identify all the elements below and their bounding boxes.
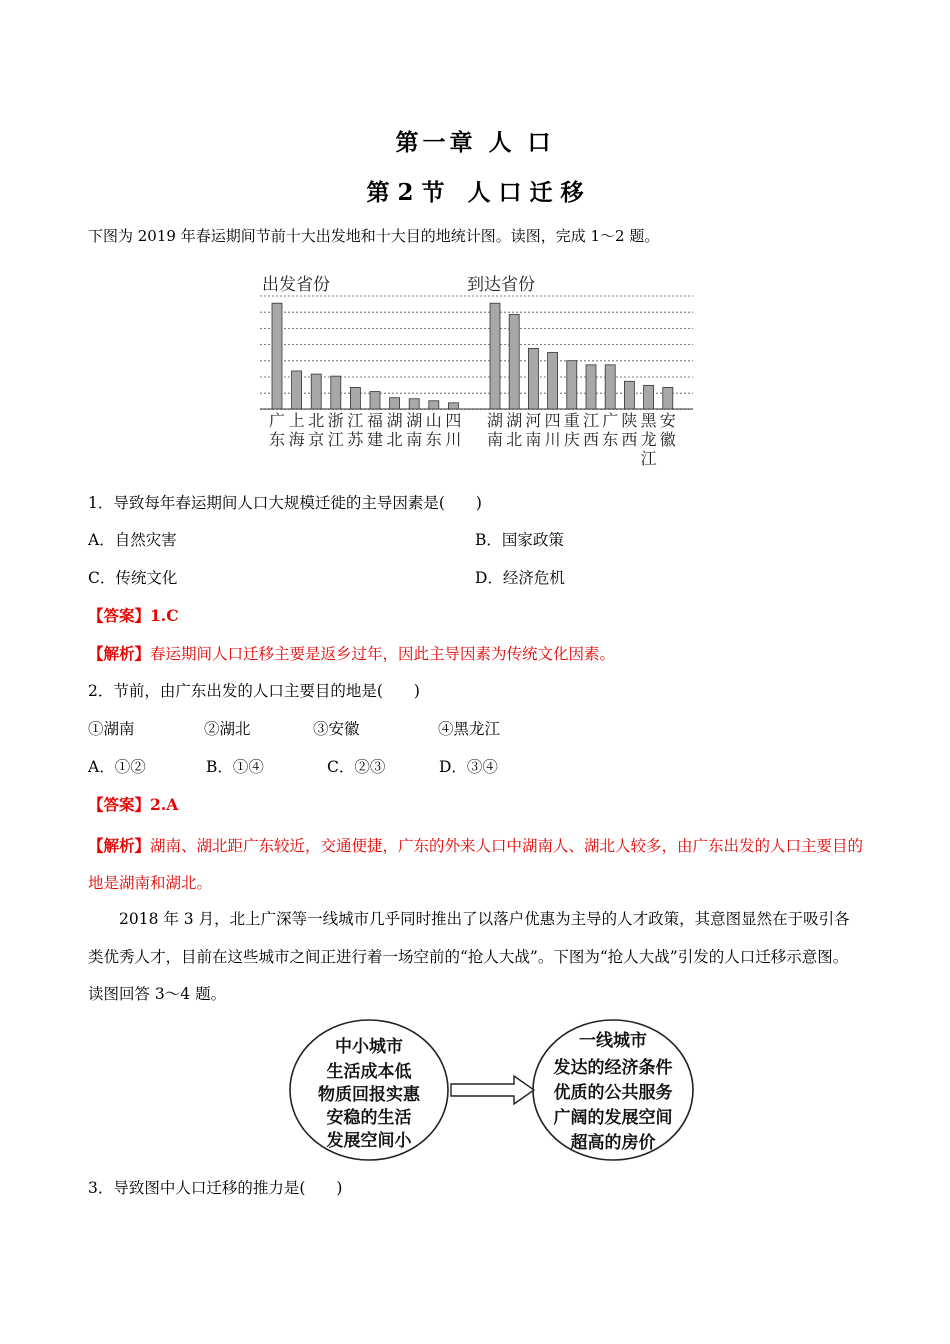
chapter-title: 第一章 人 口 xyxy=(395,129,555,156)
tick-label-departure-7: 湖 xyxy=(406,411,423,430)
bar-arrival-2 xyxy=(528,348,538,409)
bar-departure-9 xyxy=(448,403,458,409)
q2-option-c: C．②③ xyxy=(327,758,386,776)
intro-paragraph-2: 2018 年 3 月，北上广深等一线城市几乎同时推出了以落户优惠为主导的人才政策，其意图显然在于吸引各类优秀人才，目前在这些城市之间正进行着一场空前的“抢人大战”。下图为“抢人大战”引发的人口迁移示意图。读图回答 3～4 题。 xyxy=(88,910,850,1003)
first-tier-line-3: 广阔的发展空间 xyxy=(553,1108,673,1128)
analysis-text: 湖南、湖北距广东较近，交通便捷，广东的外来人口中湖南人、湖北人较多，由广东出发的人口主要目的地是湖南和湖北。 xyxy=(88,837,864,892)
bar-departure-7 xyxy=(409,399,419,409)
tick-label-arrival-7: 西 xyxy=(621,430,638,449)
small-city-line-1: 生活成本低 xyxy=(326,1062,412,1082)
tick-label-departure-4: 江 xyxy=(347,411,364,430)
bar-departure-4 xyxy=(350,387,360,409)
tick-label-arrival-2: 南 xyxy=(525,430,542,449)
q2-option-b: B．①④ xyxy=(206,758,264,776)
tick-label-departure-3: 江 xyxy=(327,430,344,449)
tick-label-arrival-3: 四 xyxy=(544,411,561,430)
first-tier-line-4: 超高的房价 xyxy=(570,1133,656,1153)
q1-stem: 1．导致每年春运期间人口大规模迁徙的主导因素是( ) xyxy=(88,494,482,512)
bar-departure-3 xyxy=(331,376,341,409)
bar-departure-5 xyxy=(370,392,380,409)
tick-label-departure-0: 广 xyxy=(268,411,286,430)
migration-diagram xyxy=(286,1018,696,1168)
tick-label-arrival-7: 陕 xyxy=(621,411,638,430)
q1-option-d: D．经济危机 xyxy=(475,569,565,587)
bar-arrival-9 xyxy=(663,387,673,409)
bar-arrival-1 xyxy=(509,314,519,409)
answer-tag: 【答案】 xyxy=(88,795,151,814)
tick-label-arrival-9: 安 xyxy=(659,411,676,430)
tick-label-arrival-3: 川 xyxy=(544,430,561,449)
answer-tag: 【答案】 xyxy=(88,606,151,625)
tick-label-departure-7: 南 xyxy=(406,430,423,449)
chart-title-arrival: 到达省份 xyxy=(467,275,535,295)
bar-arrival-3 xyxy=(548,353,558,410)
tick-label-departure-9: 川 xyxy=(445,430,462,449)
bar-departure-8 xyxy=(429,401,439,409)
small-city-line-4: 发展空间小 xyxy=(326,1131,412,1151)
analysis-text: 春运期间人口迁移主要是返乡过年，因此主导因素为传统文化因素。 xyxy=(150,645,616,663)
tick-label-departure-8: 山 xyxy=(425,411,442,430)
q1-analysis xyxy=(88,644,615,664)
q2-option-d: D．③④ xyxy=(439,758,498,776)
intro-paragraph-1: 下图为 2019 年春运期间节前十大出发地和十大目的地统计图。读图，完成 1～2 题。 xyxy=(88,227,660,245)
bar-arrival-5 xyxy=(586,365,596,409)
q1-answer xyxy=(88,606,179,626)
tick-label-arrival-4: 重 xyxy=(563,411,580,430)
first-tier-line-1: 发达的经济条件 xyxy=(553,1058,673,1078)
tick-label-arrival-9: 徽 xyxy=(659,430,676,449)
first-tier-title: 一线城市 xyxy=(579,1031,647,1051)
q2-option-a: A．①② xyxy=(88,758,146,776)
q1-option-c: C．传统文化 xyxy=(88,569,178,587)
bar-departure-1 xyxy=(292,371,302,409)
tick-label-arrival-6: 东 xyxy=(602,430,619,449)
bar-arrival-8 xyxy=(644,385,654,409)
tick-label-departure-6: 湖 xyxy=(386,411,403,430)
spring-festival-bar-chart xyxy=(250,268,700,468)
bar-departure-0 xyxy=(272,303,282,409)
chart-title-departure: 出发省份 xyxy=(262,275,330,295)
tick-label-arrival-8: 龙 xyxy=(640,430,657,449)
migration-arrow-icon xyxy=(451,1076,534,1104)
q2-analysis xyxy=(88,827,868,902)
q2-stem: 2．节前，由广东出发的人口主要目的地是( ) xyxy=(88,682,420,700)
q2-item-1: ①湖南 xyxy=(88,720,135,738)
answer-value: 2.A xyxy=(150,795,179,814)
q2-answer xyxy=(88,795,178,815)
tick-label-arrival-0: 南 xyxy=(486,430,504,449)
bar-arrival-6 xyxy=(605,365,615,409)
bar-arrival-0 xyxy=(490,303,500,409)
q2-item-2: ②湖北 xyxy=(204,720,251,738)
tick-label-arrival-0: 湖 xyxy=(486,411,504,430)
tick-label-arrival-8: 黑 xyxy=(640,411,657,430)
tick-label-arrival-8: 江 xyxy=(640,449,657,468)
bar-departure-6 xyxy=(390,398,400,409)
small-city-line-3: 安稳的生活 xyxy=(326,1108,412,1128)
tick-label-departure-4: 苏 xyxy=(347,430,364,449)
tick-label-departure-2: 京 xyxy=(308,430,325,449)
tick-label-arrival-4: 庆 xyxy=(563,430,580,449)
analysis-tag: 【解析】 xyxy=(88,836,151,855)
q2-item-3: ③安徽 xyxy=(313,720,360,738)
tick-label-arrival-5: 西 xyxy=(582,430,600,449)
tick-label-departure-8: 东 xyxy=(425,430,442,449)
tick-label-departure-9: 四 xyxy=(445,411,462,430)
tick-label-departure-0: 东 xyxy=(268,430,286,449)
tick-label-arrival-1: 北 xyxy=(506,430,523,449)
small-city-title: 中小城市 xyxy=(335,1037,403,1057)
tick-label-departure-3: 浙 xyxy=(327,411,344,430)
tick-label-departure-1: 海 xyxy=(288,430,305,449)
section-title: 第 2 节 人 口 迁 移 xyxy=(366,179,584,206)
q3-stem: 3．导致图中人口迁移的推力是( ) xyxy=(88,1179,343,1197)
bar-arrival-4 xyxy=(567,361,577,409)
answer-value: 1.C xyxy=(150,606,179,625)
analysis-tag: 【解析】 xyxy=(88,644,151,663)
bar-arrival-7 xyxy=(624,381,634,409)
bar-departure-2 xyxy=(311,374,321,409)
tick-label-arrival-1: 湖 xyxy=(506,411,523,430)
tick-label-departure-5: 福 xyxy=(366,411,384,430)
small-city-line-2: 物质回报实惠 xyxy=(318,1085,420,1105)
tick-label-arrival-2: 河 xyxy=(525,411,542,430)
tick-label-departure-6: 北 xyxy=(386,430,403,449)
first-tier-line-2: 优质的公共服务 xyxy=(553,1083,673,1103)
q1-option-a: A．自然灾害 xyxy=(88,531,177,549)
tick-label-departure-1: 上 xyxy=(288,411,305,430)
tick-label-departure-2: 北 xyxy=(308,411,325,430)
tick-label-departure-5: 建 xyxy=(366,430,384,449)
q2-item-4: ④黑龙江 xyxy=(438,720,501,738)
tick-label-arrival-6: 广 xyxy=(602,411,619,430)
q1-option-b: B．国家政策 xyxy=(475,531,564,549)
tick-label-arrival-5: 江 xyxy=(582,411,600,430)
